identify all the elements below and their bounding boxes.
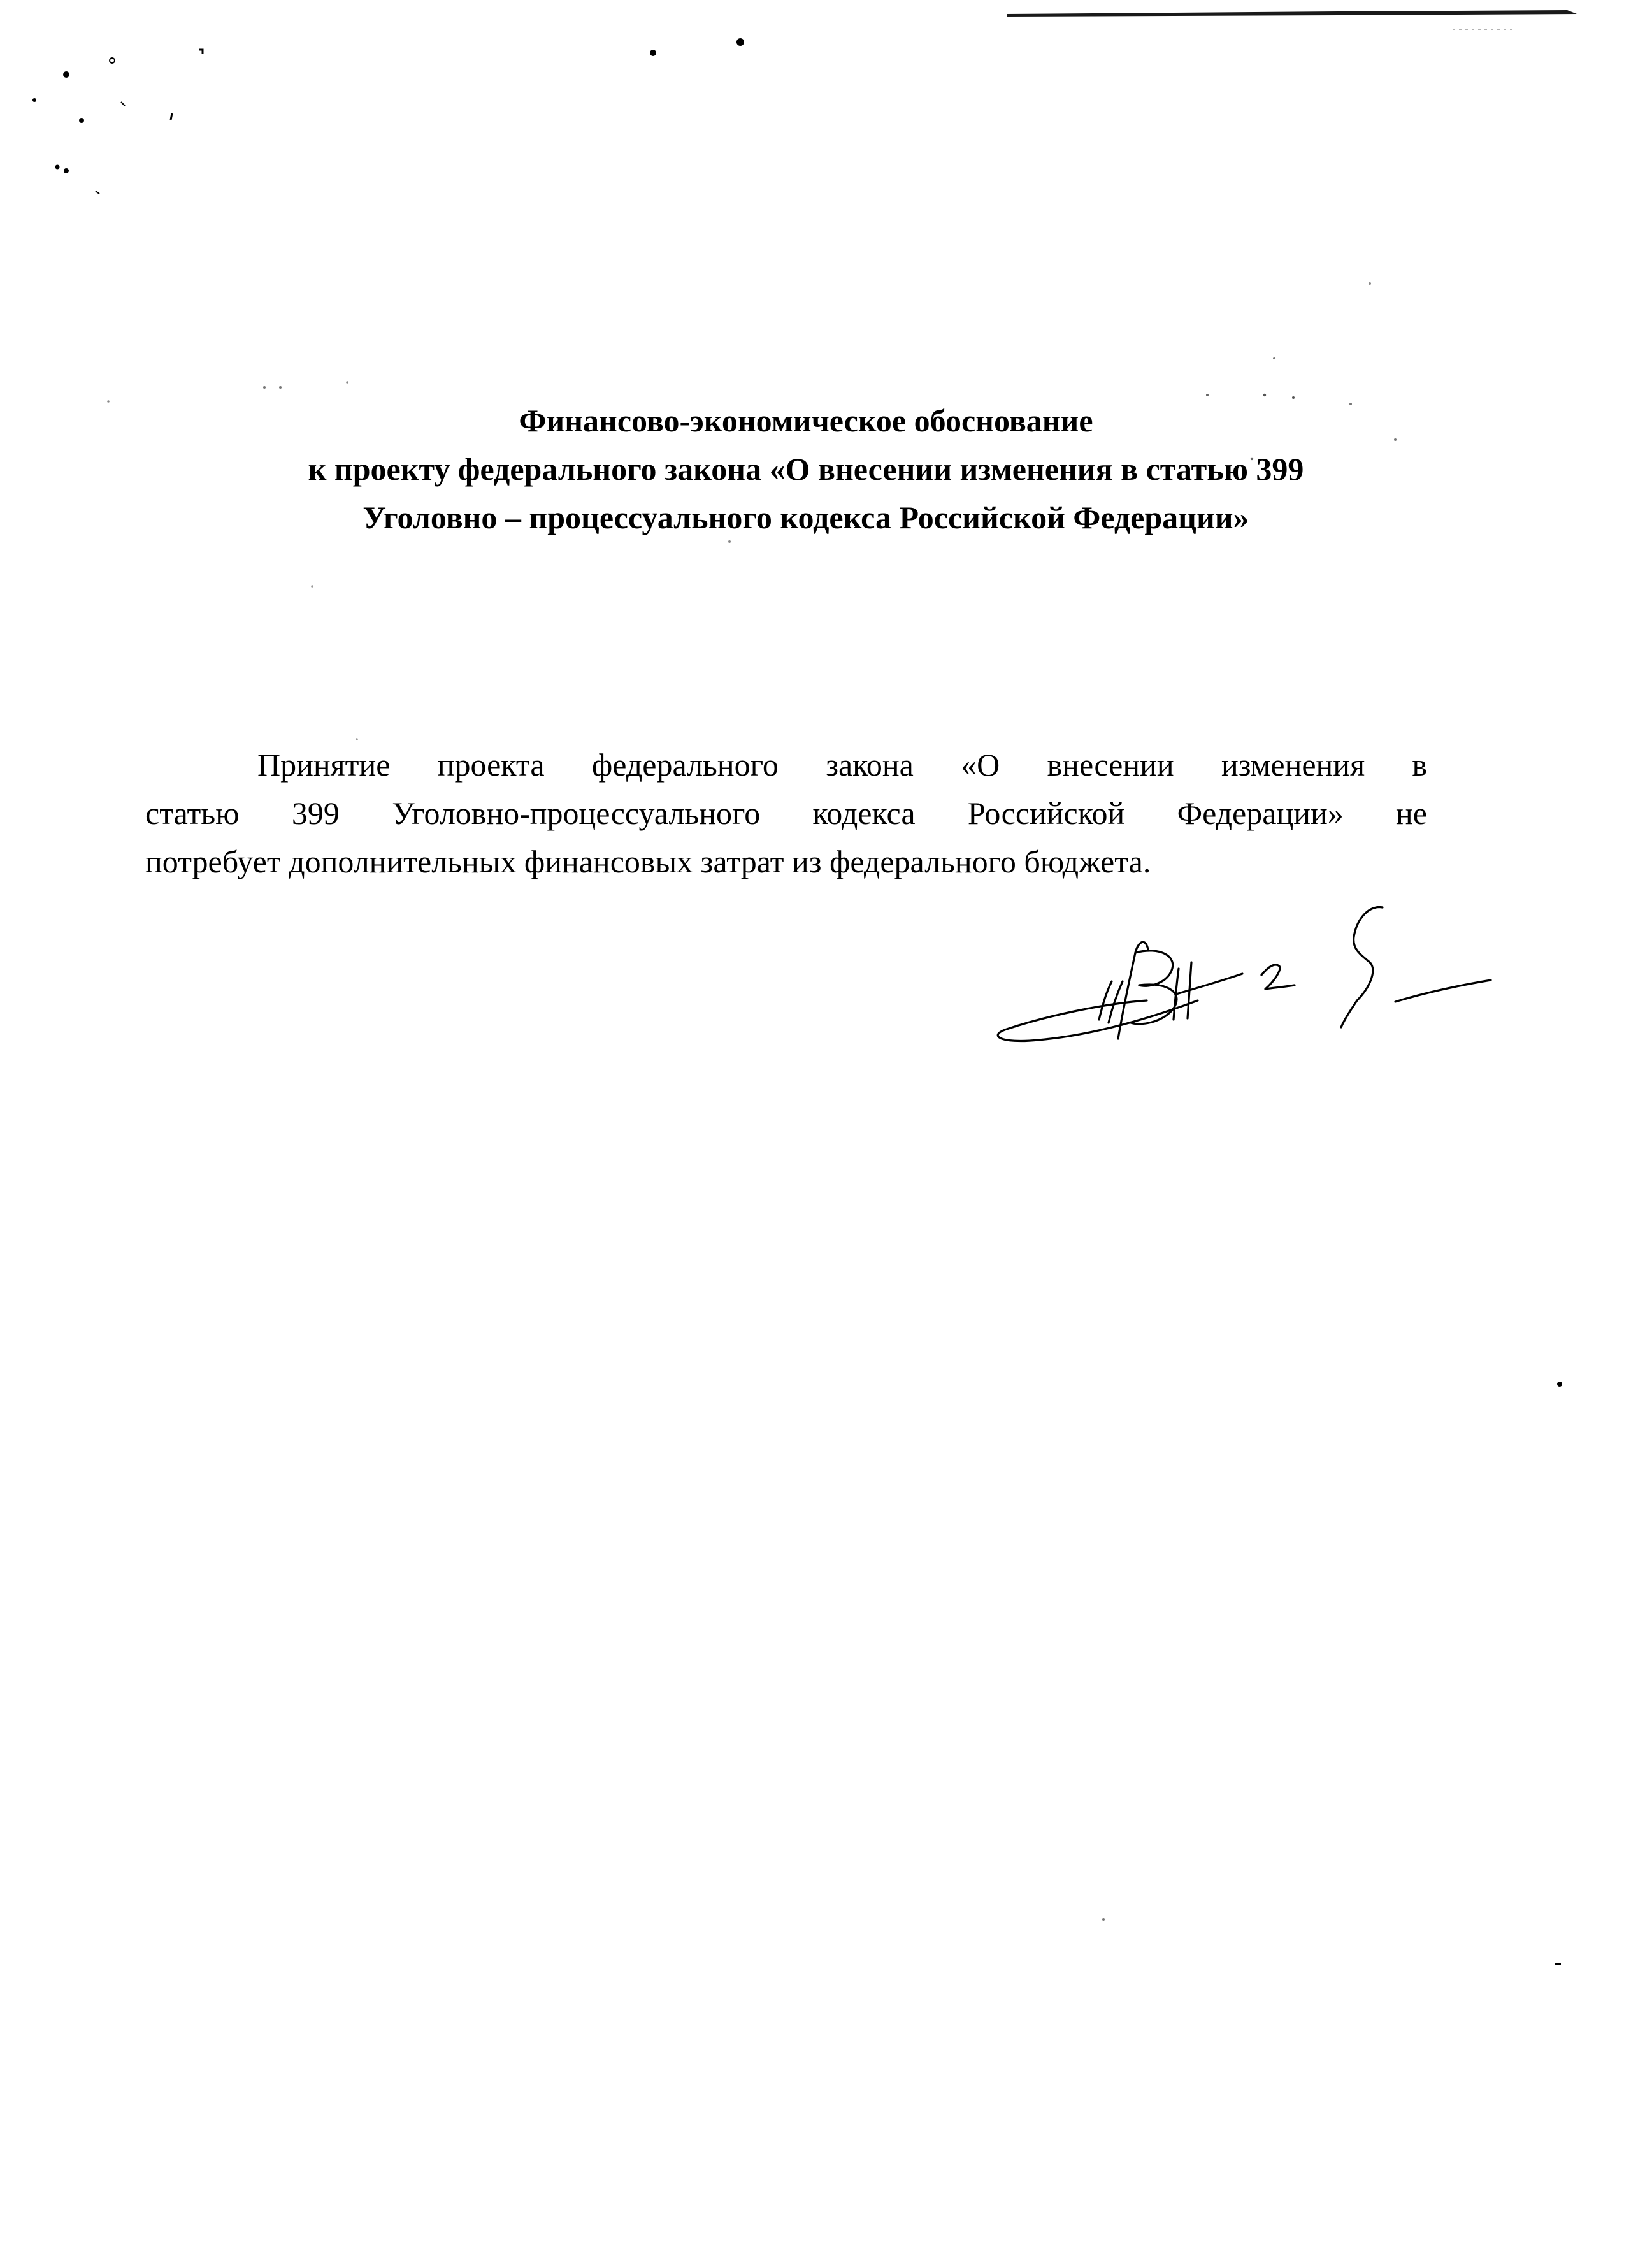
title-line-1: Финансово-экономическое обоснование bbox=[519, 403, 1093, 438]
handwritten-signature bbox=[988, 892, 1497, 1045]
body-line-2: статью 399 Уголовно-процессуального кодекса Российской Федерации» не bbox=[145, 795, 1427, 831]
body-line-1: Принятие проекта федерального закона «О внесении изменения в bbox=[257, 747, 1427, 783]
title-line-2: к проекту федерального закона «О внесении изменения в статью 399 bbox=[308, 451, 1304, 487]
document-title bbox=[127, 396, 1484, 542]
title-line-3: Уголовно – процессуального кодекса Российской Федерации» bbox=[363, 500, 1249, 535]
body-line-3: потребует дополнительных финансовых затрат из федерального бюджета. bbox=[145, 844, 1151, 879]
body-paragraph bbox=[145, 740, 1427, 886]
